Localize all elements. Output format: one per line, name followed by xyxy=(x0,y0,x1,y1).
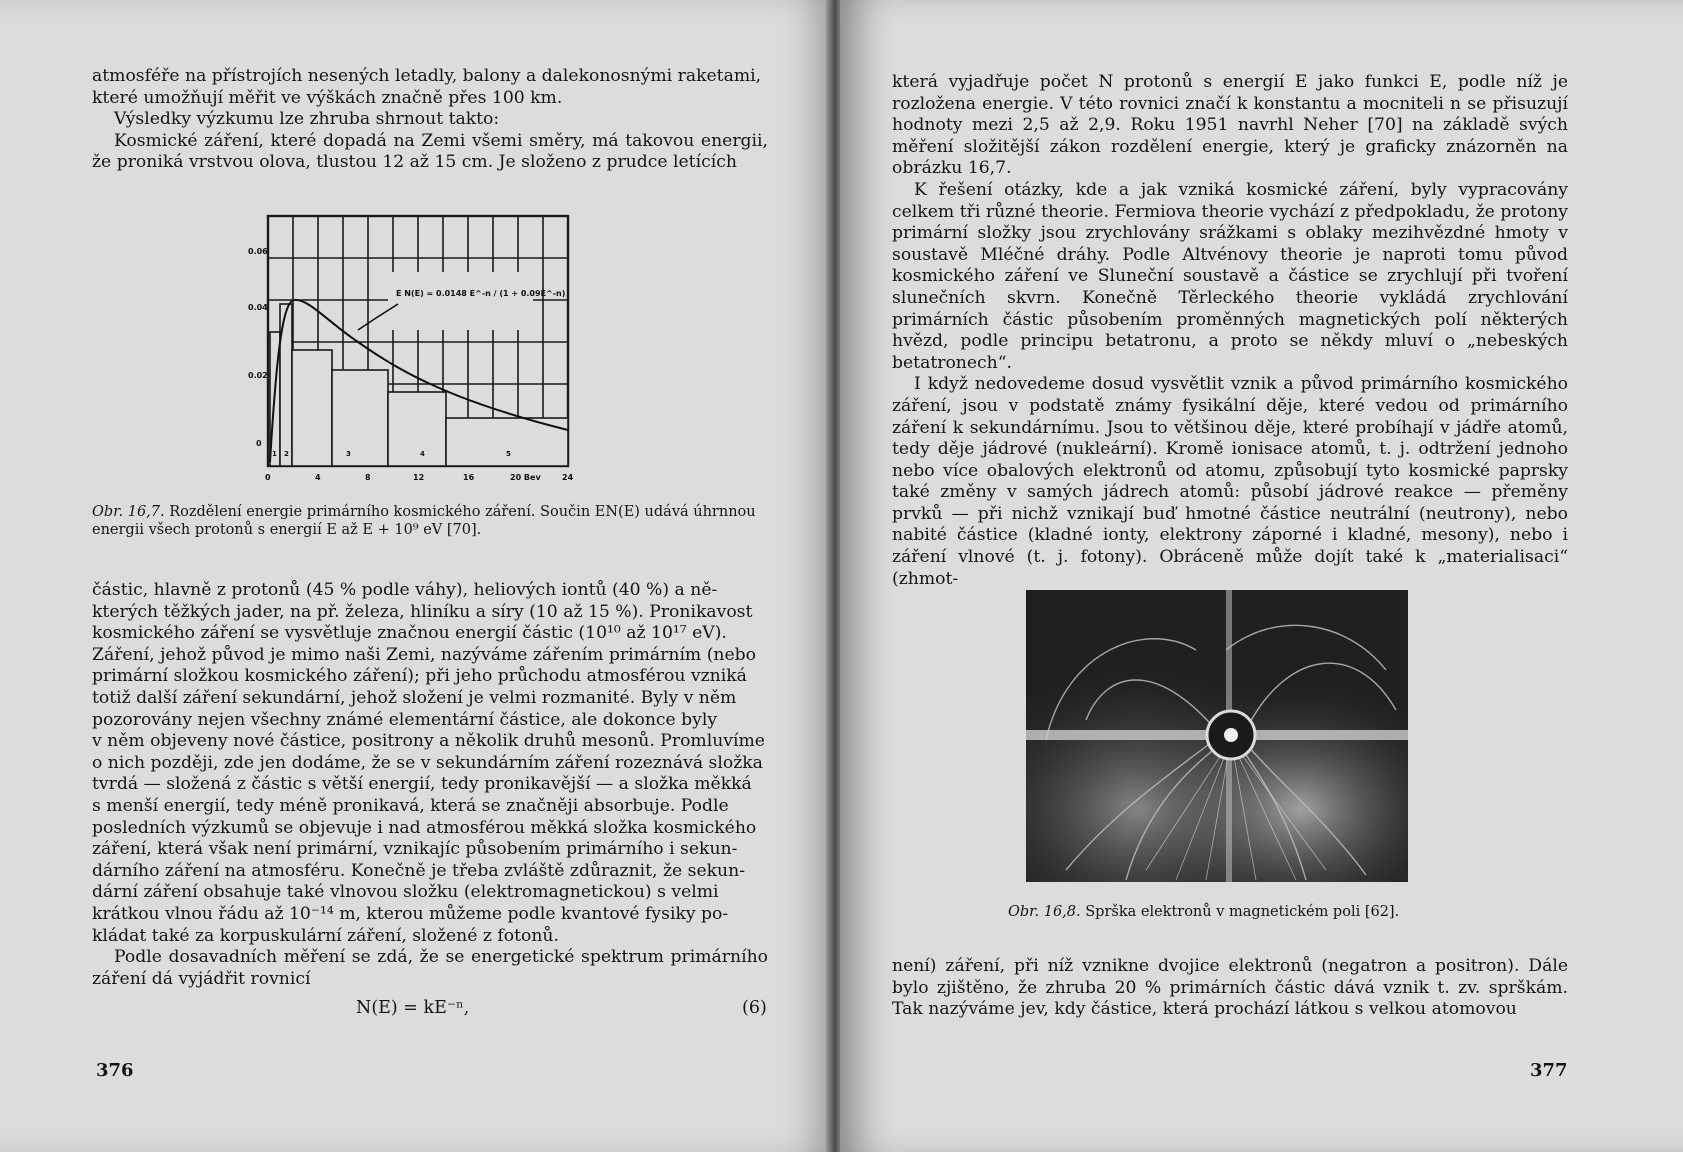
bin-label: 4 xyxy=(420,450,425,458)
text-line: totiž další záření sekundární, jehož složení je velmi rozmanité. Byly v něm xyxy=(92,687,737,708)
y-tick-label: 0 xyxy=(256,439,262,448)
text-line: kterých těžkých jader, na př. železa, hliníku a síry (10 až 15 %). Pronikavost xyxy=(92,601,753,622)
text-line: tvrdá — složená z částic s větší energií, tedy pronikavější — a složka měkká xyxy=(92,774,752,795)
text-line: v něm objeveny nové částice, positrony a několik druhů mesonů. Promluvíme xyxy=(92,731,765,752)
text-line: o nich později, zde jen dodáme, že se v sekundárním záření rozeznává složka xyxy=(92,752,763,773)
text-line: které umožňují měřit ve výškách značně přes 100 km. xyxy=(92,87,563,108)
x-tick-label: 24 xyxy=(562,473,574,482)
y-tick-label: 0.02 xyxy=(248,371,268,380)
text-line: kosmického záření se vysvětluje značnou energií částic (10¹⁰ až 10¹⁷ eV). xyxy=(92,623,727,644)
energy-distribution-chart xyxy=(248,212,588,492)
text-line: dárního záření na atmosféru. Konečně je třeba zvláště zdůraznit, že sekun- xyxy=(92,860,746,881)
text-line: s menší energií, tedy méně pronikavá, která se značněji absorbuje. Podle xyxy=(92,795,729,816)
right-page xyxy=(840,0,1683,1152)
text-line: Výsledky výzkumu lze zhruba shrnout takto: xyxy=(114,109,500,130)
formula-text: E N(E) = 0.0148 E^-n / (1 + 0.09E^-n) xyxy=(396,289,566,298)
right-top-text xyxy=(892,72,1568,590)
paragraph: Podle dosavadních měření se zdá, že se energetické spektrum primárního záření dá vyjádřit rovnicí xyxy=(92,947,768,989)
left-body xyxy=(92,580,768,990)
text-line: Záření, jehož původ je mimo naši Zemi, nazýváme zářením primárním (nebo xyxy=(92,644,756,665)
x-tick-label: 4 xyxy=(315,473,321,482)
figure-label: Obr. 16,7. xyxy=(92,504,165,520)
paragraph: není) záření, při níž vznikne dvojice elektronů (negatron a positron). Dále bylo zjištěno, že zhruba 20 % primárních částic dává vznik t. zv. sprškám. Tak nazýváme jev, kdy částice, která prochází látkou s velkou atomovou xyxy=(892,956,1568,1020)
figure-16-7-caption xyxy=(92,503,772,539)
y-tick-label: 0.04 xyxy=(248,303,268,312)
text-line: kládat také za korpuskulární záření, složené z fotonů. xyxy=(92,925,559,946)
figure-16-7-chart xyxy=(248,212,588,496)
paragraph: která vyjadřuje počet N protonů s energií E jako funkci E, podle níž je rozložena energie. V této rovnici značí k konstantu a mocniteli n se přisuzují hodnoty mezi 2,5 až 2,9. Roku 1951 navrhl Neher [70] na základě svých měření složitější zákon rozdělení energie, který je graficky znázorněn na obrázku 16,7. xyxy=(892,72,1568,179)
page-number-right: 377 xyxy=(1530,1060,1568,1081)
histogram-bin xyxy=(332,370,388,466)
paragraph: I když nedovedeme dosud vysvětlit vznik a původ primárního kosmického záření, jsou v podstatě známy fysikální děje, které vedou od primárního záření k sekundárnímu. Jsou to většinou děje, které probíhají v jádře atomů, tedy děje jádrové (nukleární). Kromě ionisace atomů, t. j. odtržení jednoho nebo více obalových elektronů od atomu, způsobují tyto kosmické paprsky také změny v samých jádrech atomů: působí jádrové reakce — přeměny prvků — při nichž vznikají buď hmotné částice neutrální (neutrony), nebo nabité částice (kladné ionty, elektrony záporné i kladné, mesony), nebo i záření vlnové (t. j. fotony). Obráceně může dojít také k „materialisaci“ (zhmot- xyxy=(892,374,1568,589)
text-line: částic, hlavně z protonů (45 % podle váhy), heliových iontů (40 %) a ně- xyxy=(92,580,718,600)
text-line: primární složkou kosmického záření); při jeho průchodu atmosférou vzniká xyxy=(92,666,747,687)
formula-area xyxy=(388,272,533,330)
x-tick-label: 16 xyxy=(463,473,475,482)
paragraph: K řešení otázky, kde a jak vzniká kosmické záření, byly vypracovány celkem tři různé theorie. Fermiova theorie vychází z předpokladu, že protony primární složky jsou zrychlovány srážkami s oblaky mezihvězdné hmoty v soustavě Mléčné dráhy. Podle Altvénovy theorie je naproti tomu původ kosmického záření ve Sluneční soustavě a částice se zrychlují při tvoření slunečních skvrn. Konečně Těrleckého theorie vykládá zrychlování primárních částic působením proměnných magnetických polí některých hvězd, podle principu betatronu, a proto se někdy mluví o „nebeských betatronech“. xyxy=(892,179,1568,373)
histogram-bin xyxy=(388,392,446,466)
bin-label: 2 xyxy=(284,450,289,458)
x-tick-label: 12 xyxy=(413,473,425,482)
histogram-bin xyxy=(292,350,332,466)
text-line: záření, která však není primární, vznikajíc působením primárního i sekun- xyxy=(92,839,738,860)
text-line: pozorovány nejen všechny známé elementární částice, ale dokonce byly xyxy=(92,709,718,730)
bin-label: 3 xyxy=(346,450,351,458)
left-page xyxy=(0,0,832,1152)
electron-shower-photo xyxy=(1026,590,1408,882)
caption-text: Sprška elektronů v magnetickém poli [62]. xyxy=(1085,904,1400,920)
equation-number: (6) xyxy=(742,998,767,1018)
bin-label: 5 xyxy=(506,450,511,458)
page-number-left: 376 xyxy=(96,1060,134,1081)
bin-label: 1 xyxy=(272,450,277,458)
text-line: dární záření obsahuje také vlnovou složku (elektromagnetickou) s velmi xyxy=(92,882,719,903)
equation-6: N(E) = kE⁻ⁿ, xyxy=(356,998,470,1018)
y-tick-label: 0.06 xyxy=(248,247,268,256)
figure-16-8-caption xyxy=(1008,903,1568,921)
x-tick-label: 0 xyxy=(265,473,271,482)
right-bottom-text xyxy=(892,956,1568,1021)
text-line: atmosféře na přístrojích nesených letadly, balony a dalekonosnými raketami, xyxy=(92,66,762,86)
x-tick-label: 8 xyxy=(365,473,371,482)
left-top-paragraph xyxy=(92,66,768,174)
text-line: krátkou vlnou řádu až 10⁻¹⁴ m, kterou můžeme podle kvantové fysiky po- xyxy=(92,903,729,924)
x-tick-label: 20 Bev xyxy=(510,473,541,482)
paragraph: Kosmické záření, které dopadá na Zemi všemi směry, má takovou energii, že proniká vrstvou olova, tlustou 12 až 15 cm. Je složeno z prudce letících xyxy=(92,130,768,173)
figure-label: Obr. 16,8. xyxy=(1008,904,1081,920)
text-line: posledních výzkumů se objevuje i nad atmosférou měkká složka kosmického xyxy=(92,817,757,838)
caption-text: Rozdělení energie primárního kosmického záření. Součin EN(E) udává úhrnnou energii všech protonů s energií E až E + 10⁹ eV [70]. xyxy=(92,504,756,538)
figure-16-8-photo xyxy=(1026,590,1408,882)
